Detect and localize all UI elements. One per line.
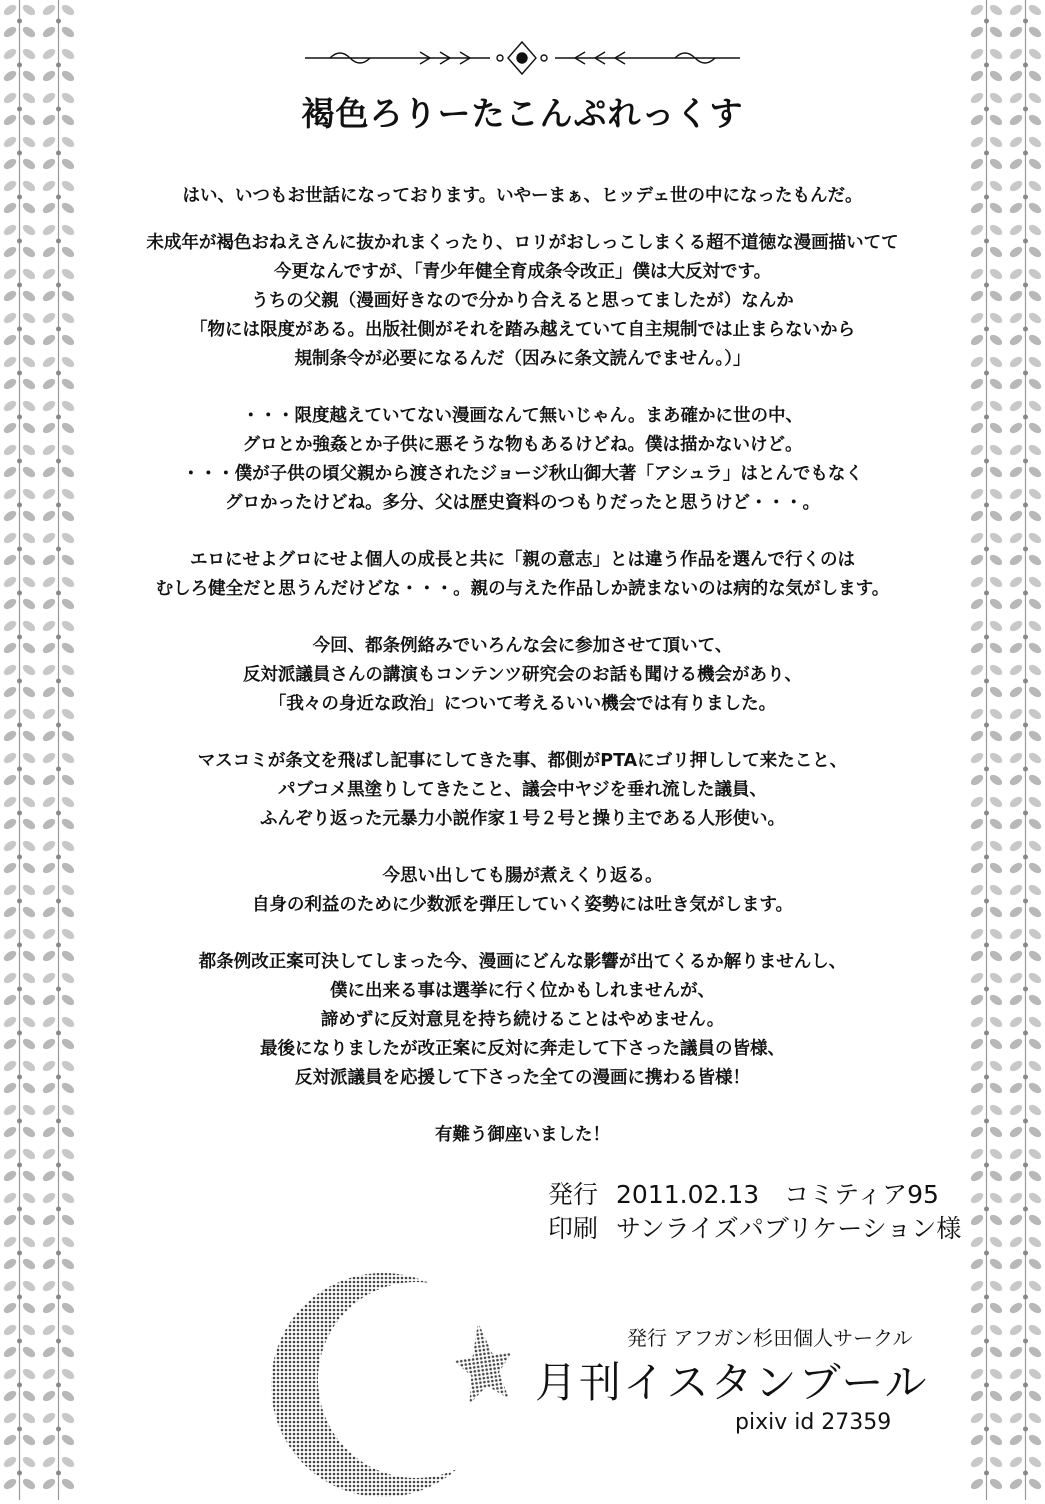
paragraph [90,1121,955,1150]
print-row [548,1212,961,1246]
text-line: 「我々の身近な政治」について考えるいい機会では有りました。 [268,694,777,714]
text-line: 反対派議員を応援して下さった全ての漫画に携わる皆様！ [295,1068,750,1088]
print-value: サンライズパブリケーション様 [616,1214,962,1243]
text-line: マスコミが条文を飛ばし記事にしてきた事、都側がPTAにゴリ押しして来たこと、 [197,751,848,771]
text-line: はい、いつもお世話になっております。いやーまぁ、ヒッデェ世の中になったもんだ。 [182,186,863,206]
text-line: 規制条令が必要になるんだ（因みに条文読んでません。）」 [294,349,751,369]
text-line: 今回、都条例絡みでいろんな会に参加させて頂いて、 [312,636,733,656]
text-line: 僕に出来る事は選挙に行く位かもしれませんが、 [330,981,715,1001]
paragraph [90,182,955,211]
text-line: むしろ健全だと思うんだけどな・・・。親の与えた作品しか読まないのは病的な気がします。 [155,579,890,599]
text-line: 今更なんですが、「青少年健全育成条令改正」僕は大反対です。 [273,262,772,282]
text-line: 都条例改正案可決してしまった今、漫画にどんな影響が出てくるか解りませんし、 [198,952,847,972]
text-line: 反対派議員さんの講演もコンテンツ研究会のお話も聞ける機会があり、 [242,665,803,685]
text-line: ・・・僕が子供の頃父親から渡されたジョージ秋山御大著「アシュラ」はとんでもなく [182,464,863,484]
paragraph [90,402,955,518]
lace-border-icon [0,0,78,1500]
page-title: 褐色ろりーたこんぷれっくす [301,94,744,133]
paragraph [90,747,955,834]
circle-name: 月刊イスタンブール [535,1358,929,1407]
text-line: 「物には限度がある。出版社側がそれを踏み越えていて自主規制では止まらないから [190,320,855,340]
text-line: ふんぞり返った元暴力小説作家１号２号と操り主である人形使い。 [260,809,785,829]
ornament-divider [300,40,745,76]
text-line: 今思い出しても腸が煮えくり返る。 [382,866,663,886]
lace-border-icon [967,0,1045,1500]
issue-row [548,1178,961,1212]
paragraph [90,862,955,920]
issue-value: 2011.02.13 コミティア95 [616,1180,939,1209]
lace-border-left [0,0,78,1500]
text-line: うちの父親（漫画好きなので分かり合えると思ってましたが）なんか [251,291,794,311]
circle-label: 発行 アフガン杉田個人サークル [627,1326,913,1350]
text-line: パブコメ黒塗りしてきたこと、議会中ヤジを垂れ流した議員、 [278,780,767,800]
text-line: 有難う御座いました！ [435,1125,610,1145]
print-label: 印刷 [548,1214,599,1243]
paragraph [90,229,955,374]
lace-border-right [967,0,1045,1500]
publication-info [548,1178,961,1246]
text-line: エロにせよグロにせよ個人の成長と共に「親の意志」とは違う作品を選んで行くのは [190,550,855,570]
text-line: 未成年が褐色おねえさんに抜かれまくったり、ロリがおしっこしまくる超不道徳な漫画描いてて [146,233,899,253]
pixiv-id: pixiv id 27359 [735,1410,892,1435]
text-line: ・・・限度越えていてない漫画なんて無いじゃん。まあ確かに世の中、 [241,406,804,426]
text-line: 最後になりましたが改正案に反対に奔走して下さった議員の皆様、 [260,1039,785,1059]
text-line: グロかったけどね。多分、父は歴史資料のつもりだったと思うけど・・・。 [225,493,820,513]
text-line: 自身の利益のために少数派を弾圧していく姿勢には吐き気がします。 [251,895,794,915]
afterword-body [90,182,955,1178]
paragraph [90,632,955,719]
paragraph [90,948,955,1093]
paragraph [90,546,955,604]
ornament-divider-icon [300,40,745,76]
crescent-star-emblem [268,1260,518,1500]
issue-label: 発行 [548,1180,599,1209]
text-line: 諦めずに反対意見を持ち続けることはやめません。 [320,1010,725,1030]
text-line: グロとか強姦とか子供に悪そうな物もあるけどね。僕は描かないけど。 [242,435,803,455]
